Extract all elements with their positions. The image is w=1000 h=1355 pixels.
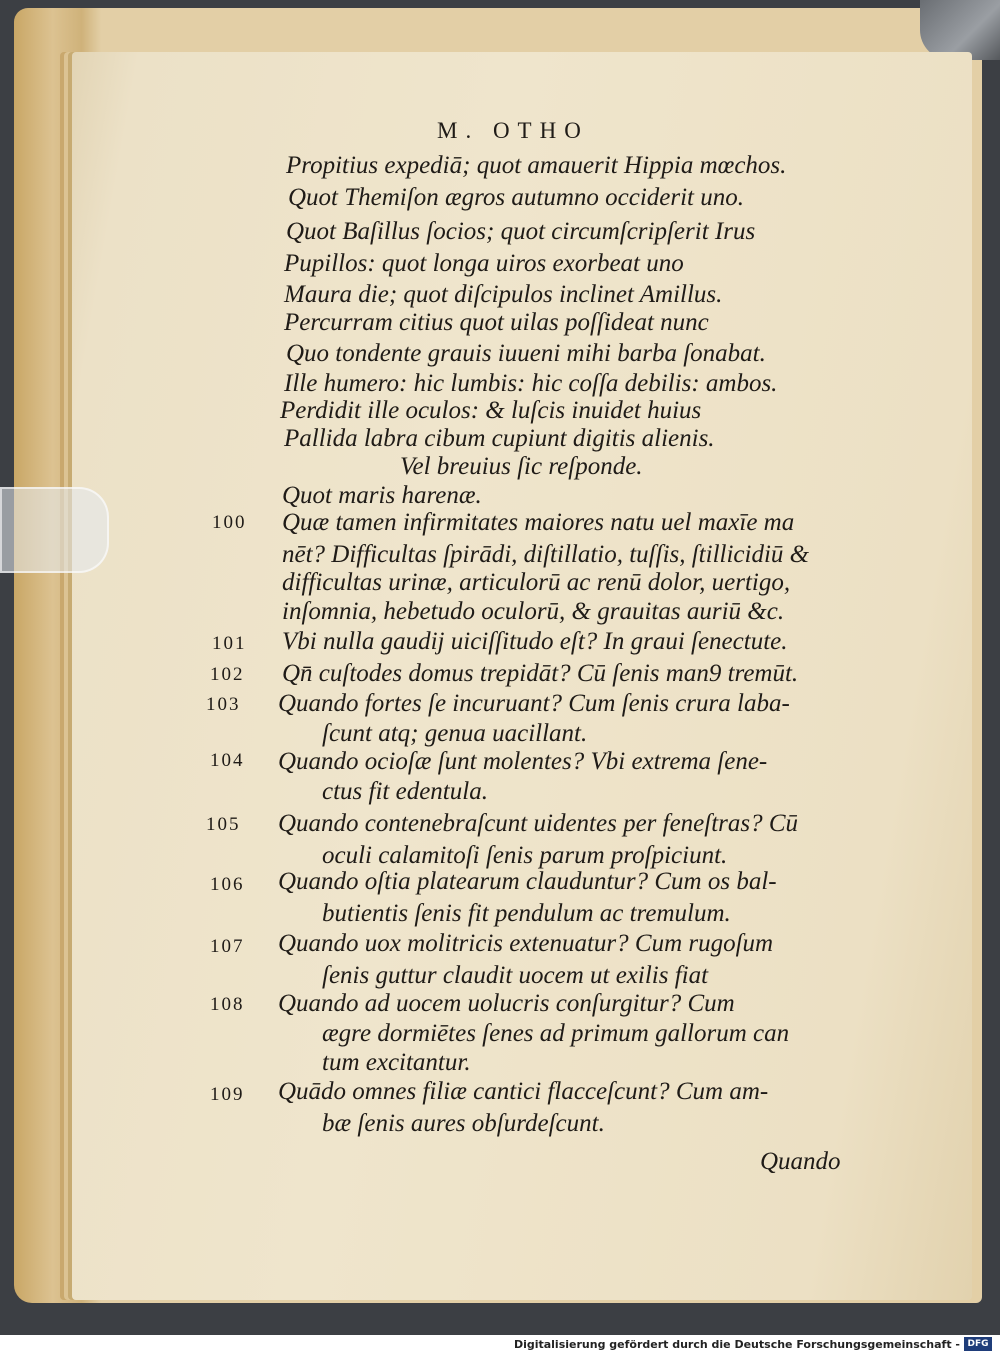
text-line: Quando ocioſæ ſunt molentes? Vbi extrema ſene- (278, 748, 768, 775)
text-line: Propitius expediā; quot amauerit Hippia mœchos. (286, 152, 787, 179)
line-number: 105 (206, 814, 241, 835)
text-line: inſomnia, hebetudo oculorū, & grauitas auriū &c. (282, 598, 785, 625)
running-header: M. OTHO (437, 118, 589, 143)
text-line: Perdidit ille oculos: & luſcis inuidet huius (280, 397, 702, 424)
text-line: Quando contenebraſcunt uidentes per feneſtras? Cū (278, 810, 799, 837)
dfg-logo-icon: DFG (964, 1337, 992, 1351)
footer-bar (0, 1335, 1000, 1355)
text-line: Quo tondente grauis iuueni mihi barba ſonabat. (286, 340, 766, 367)
line-number: 104 (210, 750, 245, 771)
text-line: Quando uox molitricis extenuatur? Cum rugoſum (278, 930, 774, 957)
text-line: Quot maris harenæ. (282, 482, 482, 509)
text-line: Quando ad uocem uolucris conſurgitur? Cum (278, 990, 735, 1017)
text-line: tum excitantur. (322, 1049, 471, 1076)
line-number: 106 (210, 874, 245, 895)
text-line: Ille humero: hic lumbis: hic coſſa debilis: ambos. (284, 370, 778, 397)
text-line: ſenis guttur claudit uocem ut exilis fiat (322, 962, 709, 989)
text-line: Quot Baſillus ſocios; quot circumſcripſerit Irus (286, 218, 756, 245)
funding-credit: Digitalisierung gefördert durch die Deutsche Forschungsgemeinschaft - (513, 1338, 960, 1351)
text-line: Quādo omnes filiæ cantici flacceſcunt? Cum am- (278, 1078, 769, 1105)
text-line: bæ ſenis aures obſurdeſcunt. (322, 1110, 605, 1137)
text-line: oculi calamitoſi ſenis parum proſpiciunt. (322, 842, 728, 869)
text-line: butientis ſenis fit pendulum ac tremulum. (322, 900, 731, 927)
text-line: Quot Themiſon ægros autumno occiderit uno. (288, 184, 745, 211)
page-turn-tab[interactable] (0, 487, 109, 573)
text-line: Maura die; quot diſcipulos inclinet Amillus. (284, 281, 723, 308)
text-line: Quæ tamen infirmitates maiores natu uel maxīe ma (282, 509, 795, 536)
text-line: Percurram citius quot uilas poſſideat nunc (284, 309, 709, 336)
text-line: Quando fortes ſe incuruant? Cum ſenis crura laba- (278, 690, 790, 717)
text-line: Pupillos: quot longa uiros exorbeat uno (284, 250, 684, 277)
catchword: Quando (760, 1148, 841, 1175)
line-number: 102 (210, 664, 245, 685)
text-line: Pallida labra cibum cupiunt digitis alienis. (284, 425, 715, 452)
text-line: nēt? Difficultas ſpirādi, diſtillatio, tuſſis, ſtillicidiū & (282, 541, 810, 568)
text-line: Quando oſtia platearum clauduntur? Cum os bal- (278, 868, 777, 895)
line-number: 101 (212, 633, 247, 654)
line-number: 103 (206, 694, 241, 715)
text-line: ægre dormiētes ſenes ad primum gallorum can (322, 1020, 790, 1047)
text-line: Qn̄ cuſtodes domus trepidāt? Cū ſenis man9 tremūt. (282, 660, 799, 687)
line-number: 107 (210, 936, 245, 957)
text-line: Vel breuius ſic reſponde. (400, 453, 643, 480)
book-clasp (920, 0, 1000, 60)
text-line: difficultas urinæ, articulorū ac renū dolor, uertigo, (282, 569, 791, 596)
line-number: 100 (212, 512, 247, 533)
text-line: Vbi nulla gaudij uiciſſitudo eſt? In graui ſenectute. (282, 628, 788, 655)
text-line: ctus fit edentula. (322, 778, 488, 805)
line-number: 109 (210, 1084, 245, 1105)
text-line: ſcunt atq; genua uacillant. (322, 720, 588, 747)
line-number: 108 (210, 994, 245, 1015)
